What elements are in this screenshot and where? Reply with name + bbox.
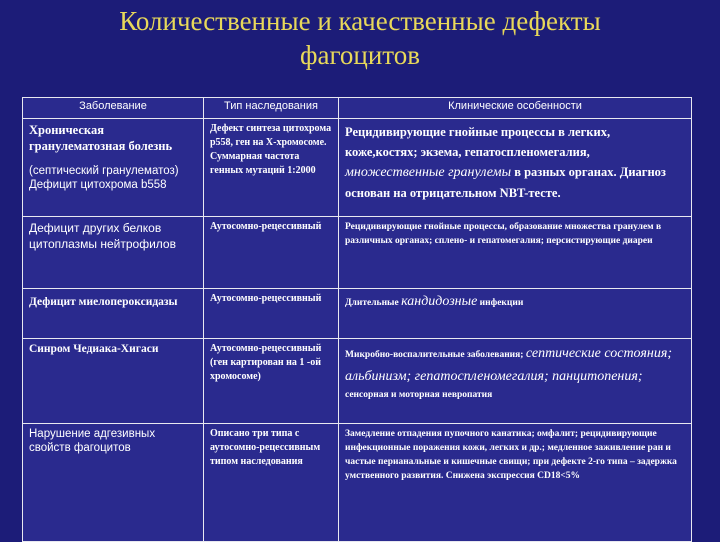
inheritance-cell: Аутосомно-рецессивный (ген картирован на 1 -ой хромосоме) — [204, 339, 339, 424]
slide-title — [0, 4, 720, 72]
disease-cell: Нарушение адгезивных свойств фагоцитов — [23, 424, 204, 542]
inheritance-cell: Описано три типа с аутосомно-рецессивным типом наследования — [204, 424, 339, 542]
clinical-italic-text: множественные гранулемы — [345, 165, 512, 180]
header-clinical: Клинические особенности — [339, 98, 692, 119]
clinical-text-2: в разных органах. Диагноз основан на отрицательном NBT-тесте. — [345, 165, 666, 200]
disease-cell — [23, 119, 204, 217]
disease-subtitle: (септический гранулематоз) Дефицит цитохрома b558 — [29, 165, 179, 191]
clinical-text: Длительные — [345, 298, 399, 308]
clinical-text: Рецидивирующие гнойные процессы в легких, коже,костях; экзема, гепатоспленомегалия, — [345, 125, 611, 159]
title-line-1: Количественные и качественные дефекты — [119, 6, 601, 36]
clinical-cell: Рецидивирующие гнойные процессы, образование множества гранулем в различных органах; спленo- и гепатомегалия; персистирующие диареи — [339, 217, 692, 289]
clinical-text: Микробно-воспалительные заболевания; — [345, 350, 524, 360]
disease-cell: Дефицит миелопероксидазы — [23, 289, 204, 339]
clinical-text-2: сенсорная и моторная невропатия — [345, 390, 493, 400]
table-row — [23, 119, 692, 217]
header-disease: Заболевание — [23, 98, 204, 119]
phagocyte-defects-table — [22, 97, 692, 542]
clinical-text-2: инфекции — [479, 298, 524, 308]
table-row — [23, 339, 692, 424]
clinical-italic-text: кандидозные — [401, 294, 478, 309]
table-row — [23, 289, 692, 339]
clinical-cell: Замедление отпадения пупочного канатика; омфалит; рецидивирующие инфекционные поражения кожи, легких и др.; медленное заживление ран и частые перианальные и кишечные свищи; при дефекте 2-го типа – задержка умственного развития. Снижена экспрессия CD18<5% — [339, 424, 692, 542]
disease-name: Хроническая гранулематозная болезнь — [29, 123, 173, 153]
inheritance-cell: Дефект синтеза цитохрома p558, ген на Х-хромосоме. Суммарная частота генных мутаций 1:2000 — [204, 119, 339, 217]
inheritance-cell: Аутосомно-рецессивный — [204, 289, 339, 339]
table-row — [23, 424, 692, 542]
clinical-italic-text: септические состояния; альбинизм; гепатоспленомегалия; панцитопения; — [345, 346, 672, 384]
clinical-cell — [339, 119, 692, 217]
title-line-2: фагоцитов — [300, 40, 420, 70]
disease-cell: Синром Чедиака-Хигаси — [23, 339, 204, 424]
inheritance-cell: Аутосомно-рецессивный — [204, 217, 339, 289]
clinical-cell — [339, 339, 692, 424]
header-inheritance: Тип наследования — [204, 98, 339, 119]
table-header-row — [23, 98, 692, 119]
table-row — [23, 217, 692, 289]
disease-cell: Дефицит других белков цитоплазмы нейтрофилов — [23, 217, 204, 289]
clinical-cell — [339, 289, 692, 339]
